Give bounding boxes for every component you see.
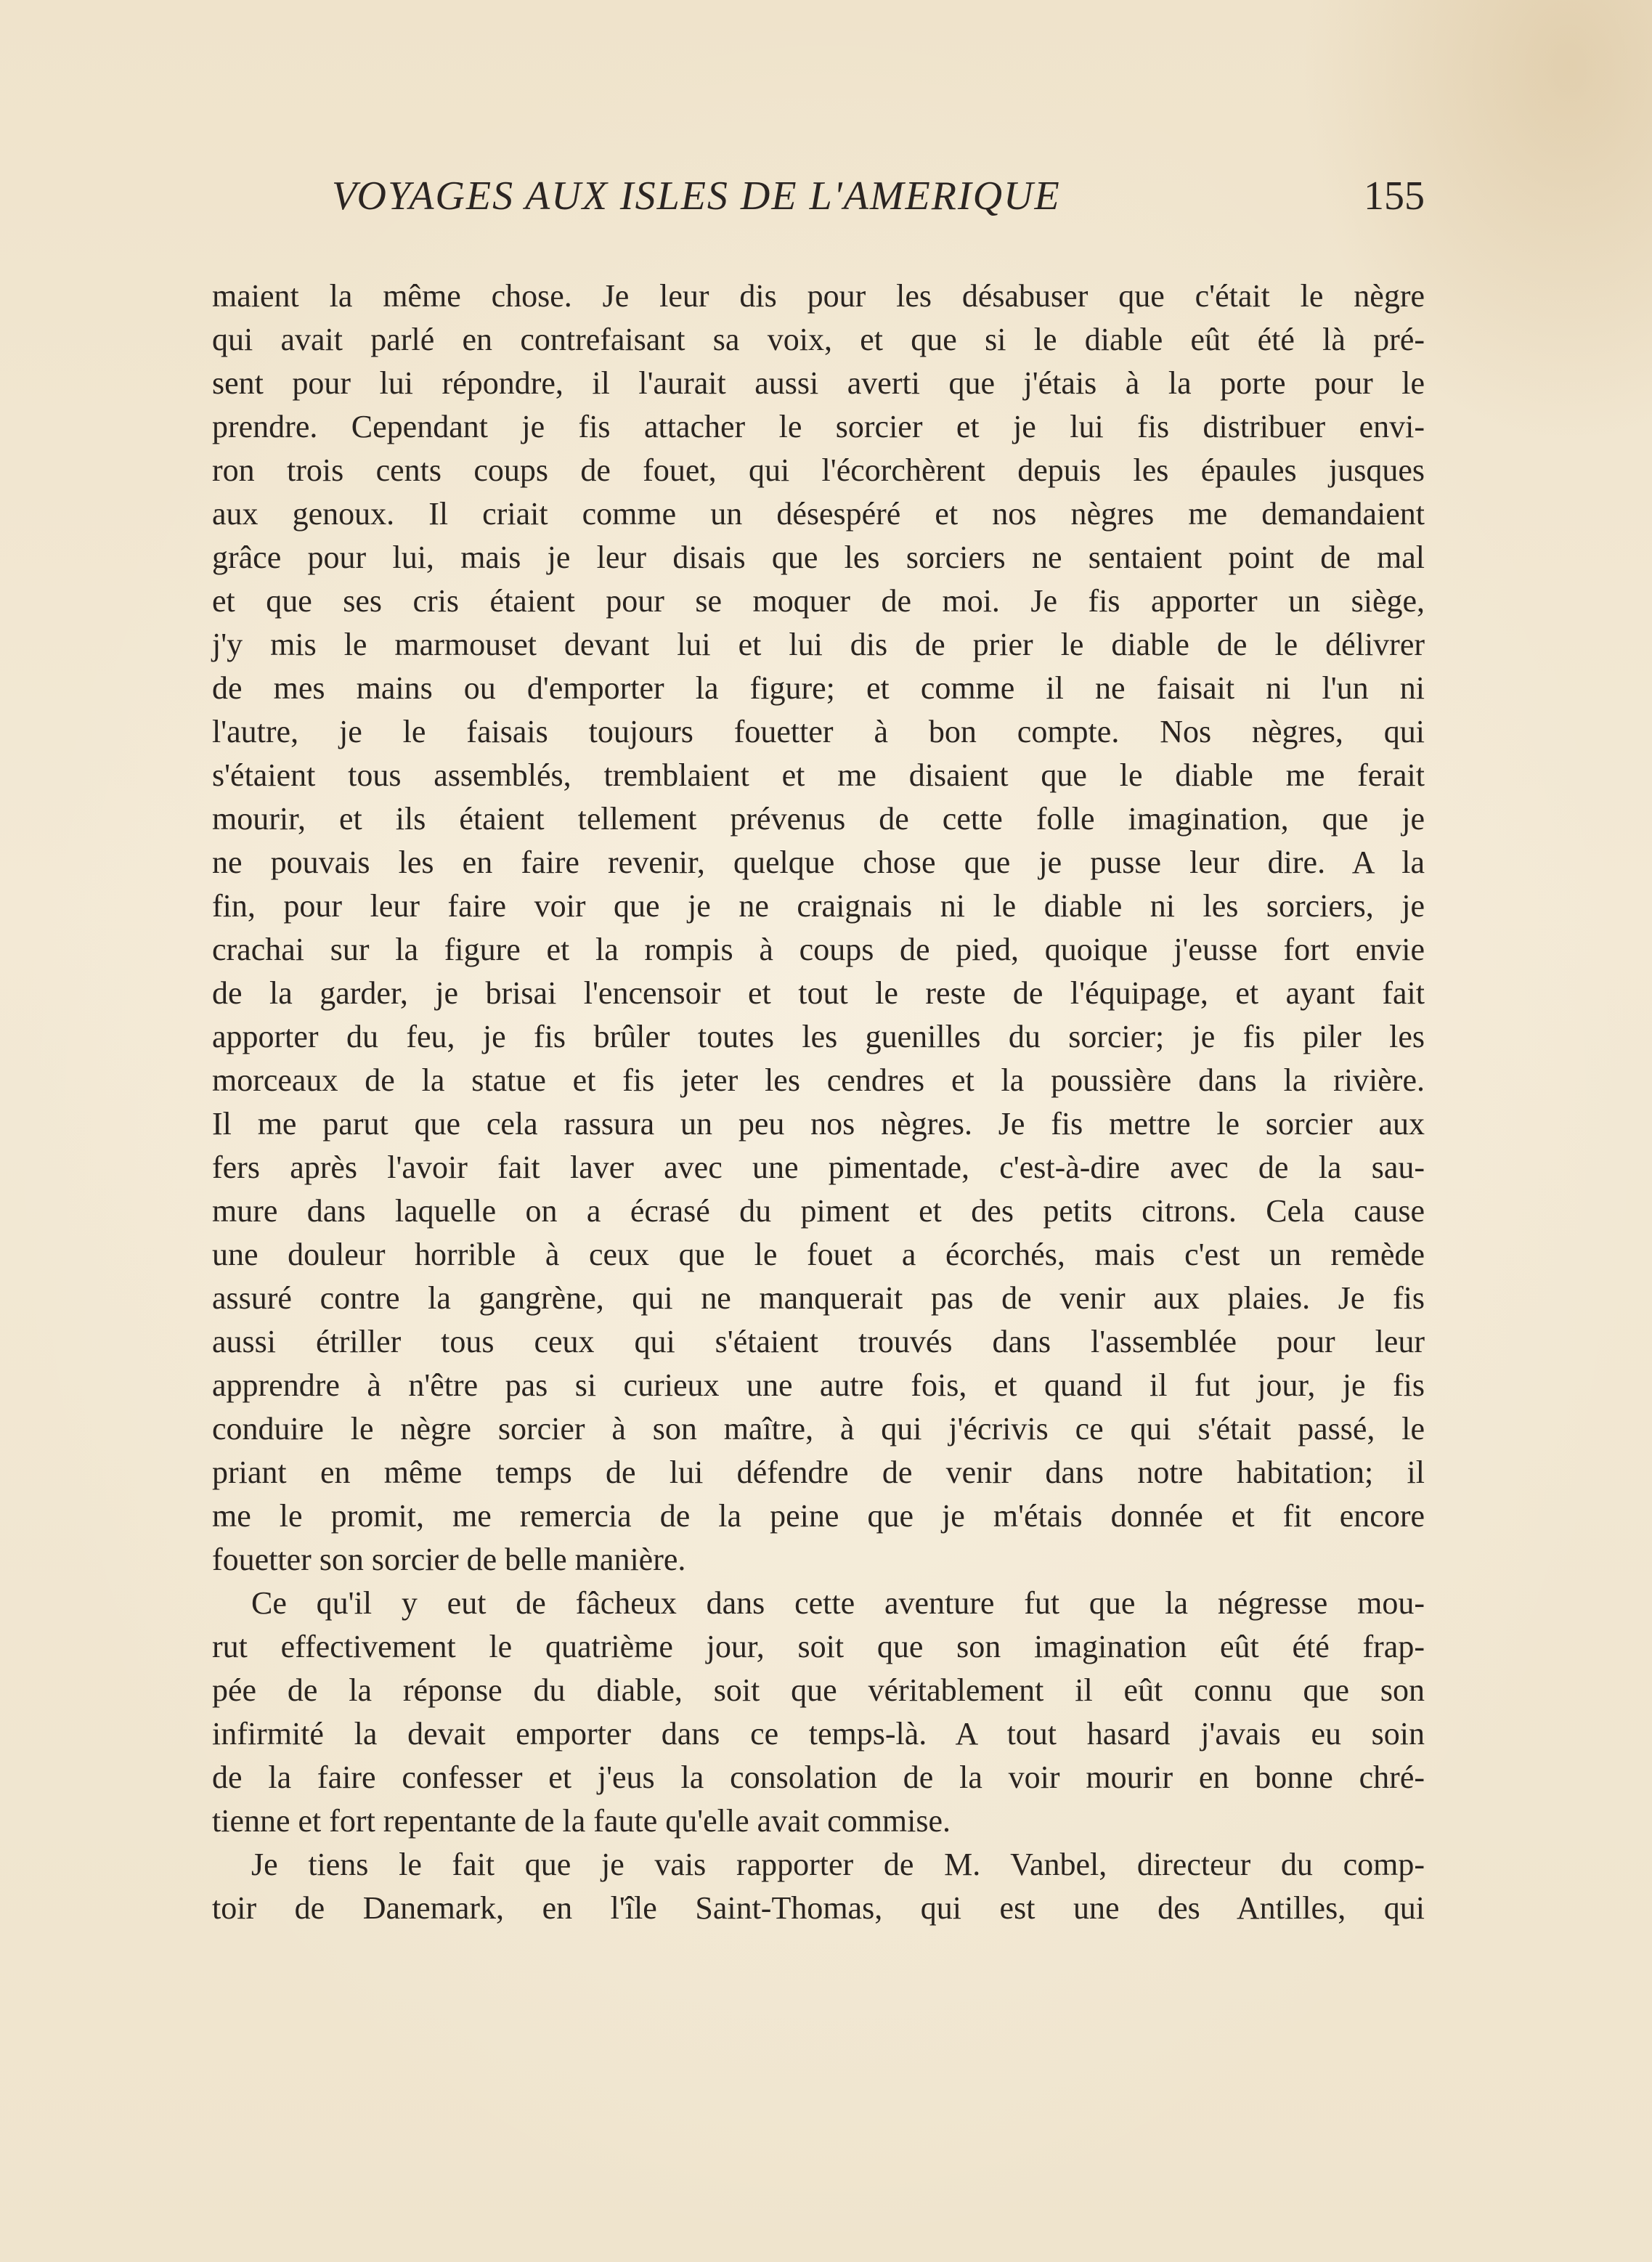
text-line: crachai sur la figure et la rompis à coups de pied, quoique j'eusse fort envie (212, 932, 1425, 967)
text-line: fers après l'avoir fait laver avec une pimentade, c'est-à-dire avec de la sau- (212, 1150, 1425, 1185)
paragraph (212, 274, 1425, 1582)
text-line: de mes mains ou d'emporter la figure; et comme il ne faisait ni l'un ni (212, 670, 1425, 706)
page-number: 155 (1364, 174, 1425, 219)
running-title: VOYAGES AUX ISLES DE L'AMERIQUE (332, 174, 1061, 219)
text-line: mure dans laquelle on a écrasé du piment et des petits citrons. Cela cause (212, 1193, 1425, 1229)
running-head (212, 173, 1425, 231)
paragraph (212, 1843, 1425, 1930)
text-line: me le promit, me remercia de la peine que je m'étais donnée et fit encore (212, 1498, 1425, 1534)
text-line: apprendre à n'être pas si curieux une autre fois, et quand il fut jour, je fis (212, 1367, 1425, 1403)
text-line: ne pouvais les en faire revenir, quelque chose que je pusse leur dire. A la (212, 845, 1425, 880)
paragraph (212, 1582, 1425, 1843)
text-line: fin, pour leur faire voir que je ne craignais ni le diable ni les sorciers, je (212, 888, 1425, 924)
text-line: sent pour lui répondre, il l'aurait aussi averti que j'étais à la porte pour le (212, 365, 1425, 401)
text-line: qui avait parlé en contrefaisant sa voix, et que si le diable eût été là pré- (212, 322, 1425, 357)
text-line: j'y mis le marmouset devant lui et lui dis de prier le diable de le délivrer (212, 627, 1425, 662)
text-line: morceaux de la statue et fis jeter les cendres et la poussière dans la rivière. (212, 1062, 1425, 1098)
text-line: et que ses cris étaient pour se moquer de moi. Je fis apporter un siège, (212, 583, 1425, 619)
text-line: une douleur horrible à ceux que le fouet a écorchés, mais c'est un remède (212, 1237, 1425, 1272)
text-line: ron trois cents coups de fouet, qui l'écorchèrent depuis les épaules jusques (212, 452, 1425, 488)
text-line: Je tiens le fait que je vais rapporter de M. Vanbel, directeur du comp- (251, 1847, 1425, 1882)
text-line: tienne et fort repentante de la faute qu'elle avait commise. (212, 1803, 951, 1839)
text-line: grâce pour lui, mais je leur disais que les sorciers ne sentaient point de mal (212, 540, 1425, 575)
text-line: priant en même temps de lui défendre de venir dans notre habitation; il (212, 1455, 1425, 1490)
text-line: l'autre, je le faisais toujours fouetter à bon compte. Nos nègres, qui (212, 714, 1425, 749)
text-line: Il me parut que cela rassura un peu nos nègres. Je fis mettre le sorcier aux (212, 1106, 1425, 1142)
text-line: rut effectivement le quatrième jour, soit que son imagination eût été frap- (212, 1629, 1425, 1664)
text-line: fouetter son sorcier de belle manière. (212, 1542, 686, 1577)
text-line: pée de la réponse du diable, soit que véritablement il eût connu que son (212, 1672, 1425, 1708)
text-line: s'étaient tous assemblés, tremblaient et me disaient que le diable me ferait (212, 757, 1425, 793)
text-line: aussi étriller tous ceux qui s'étaient trouvés dans l'assemblée pour leur (212, 1324, 1425, 1359)
text-line: aux genoux. Il criait comme un désespéré et nos nègres me demandaient (212, 496, 1425, 532)
text-line: de la faire confesser et j'eus la consolation de la voir mourir en bonne chré- (212, 1759, 1425, 1795)
text-line: mourir, et ils étaient tellement prévenus de cette folle imagination, que je (212, 801, 1425, 837)
text-line: conduire le nègre sorcier à son maître, à qui j'écrivis ce qui s'était passé, le (212, 1411, 1425, 1447)
text-line: Ce qu'il y eut de fâcheux dans cette aventure fut que la négresse mou- (251, 1585, 1425, 1621)
body-text (212, 274, 1425, 1930)
text-line: assuré contre la gangrène, qui ne manquerait pas de venir aux plaies. Je fis (212, 1280, 1425, 1316)
text-line: apporter du feu, je fis brûler toutes les guenilles du sorcier; je fis piler les (212, 1019, 1425, 1054)
text-line: maient la même chose. Je leur dis pour les désabuser que c'était le nègre (212, 278, 1425, 314)
text-line: prendre. Cependant je fis attacher le sorcier et je lui fis distribuer envi- (212, 409, 1425, 444)
text-line: toir de Danemark, en l'île Saint-Thomas, qui est une des Antilles, qui (212, 1890, 1425, 1926)
text-line: infirmité la devait emporter dans ce temps-là. A tout hasard j'avais eu soin (212, 1716, 1425, 1752)
text-line: de la garder, je brisai l'encensoir et tout le reste de l'équipage, et ayant fait (212, 975, 1425, 1011)
